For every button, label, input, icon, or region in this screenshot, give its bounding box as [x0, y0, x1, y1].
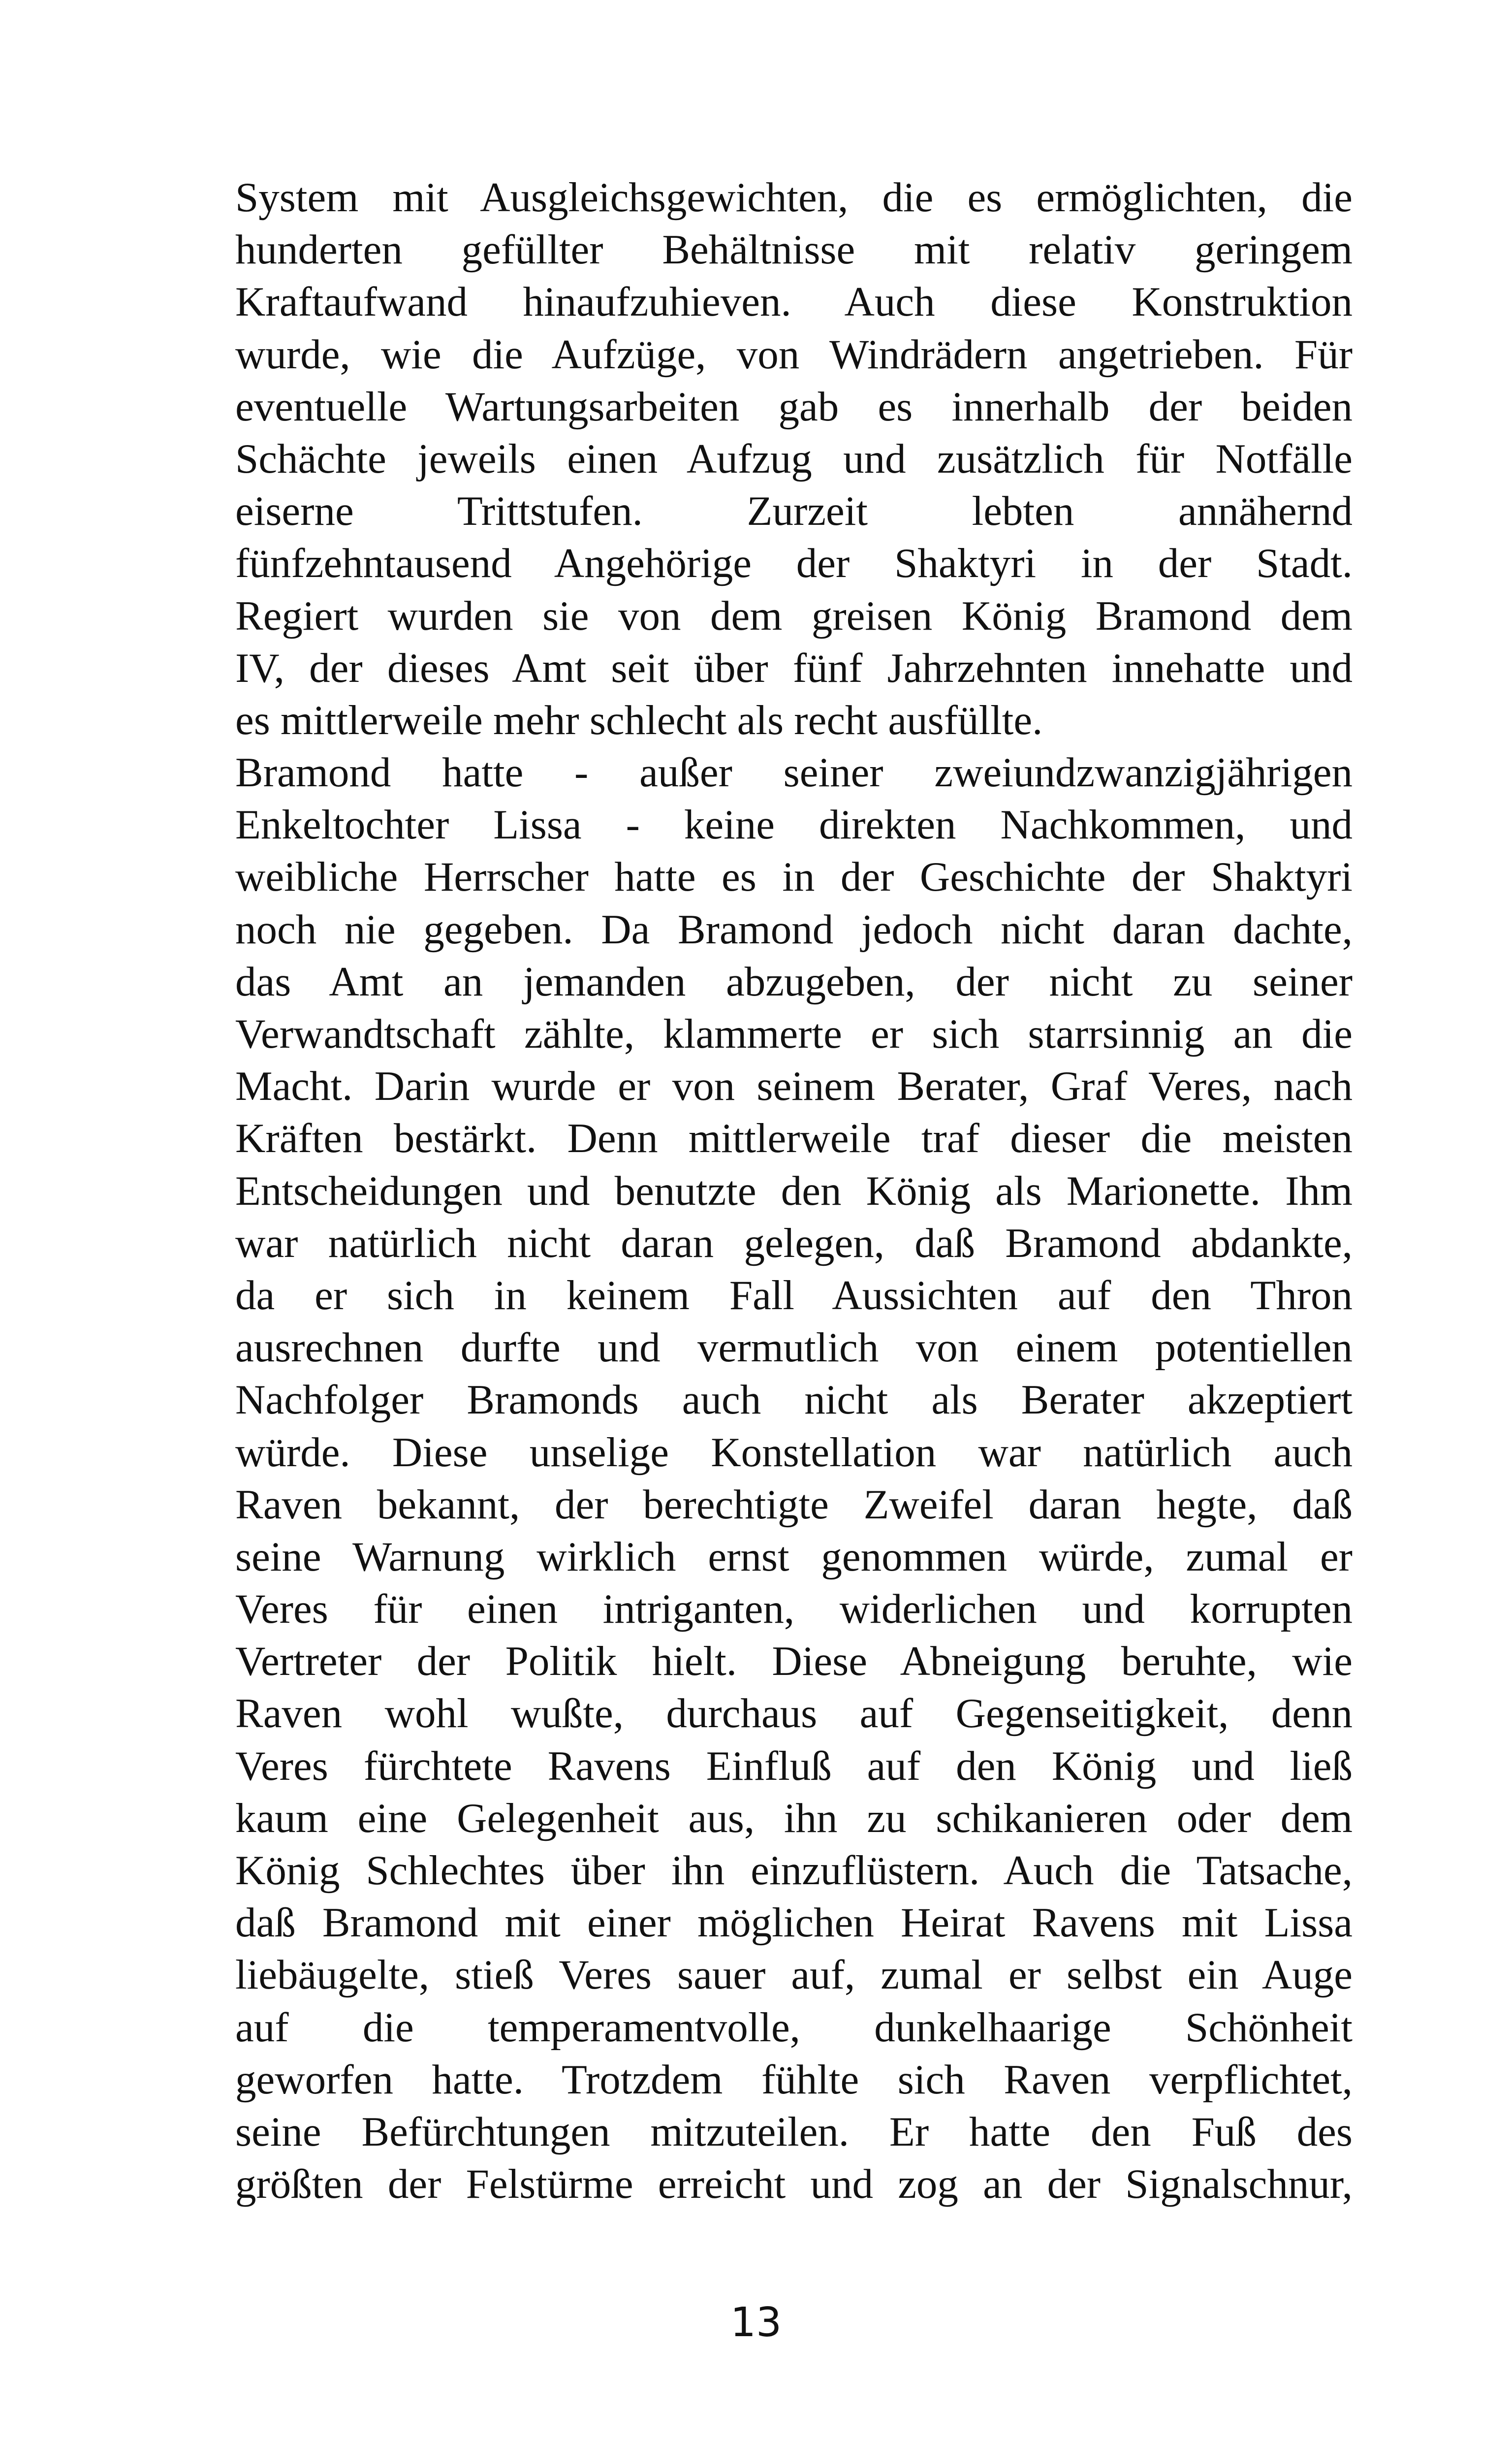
text-line: eiserne Trittstufen. Zurzeit lebten annähernd: [235, 488, 1353, 535]
text-line: Entscheidungen und benutzte den König als Marionette. Ihm: [235, 1167, 1353, 1214]
text-line: Raven wohl wußte, durchaus auf Gegenseitigkeit, denn: [235, 1690, 1353, 1737]
text-line: war natürlich nicht daran gelegen, daß Bramond abdankte,: [235, 1220, 1353, 1266]
text-line: Verwandtschaft zählte, klammerte er sich starrsinnig an die: [235, 1011, 1353, 1057]
text-line: das Amt an jemanden abzugeben, der nicht zu seiner: [235, 958, 1353, 1005]
text-line: Kraftaufwand hinaufzuhieven. Auch diese Konstruktion: [235, 279, 1353, 325]
text-line: Vertreter der Politik hielt. Diese Abneigung beruhte, wie: [235, 1638, 1353, 1685]
paragraph: [235, 171, 1353, 746]
text-line: da er sich in keinem Fall Aussichten auf den Thron: [235, 1272, 1353, 1318]
text-line: kaum eine Gelegenheit aus, ihn zu schikanieren oder dem: [235, 1795, 1353, 1841]
text-line: geworfen hatte. Trotzdem fühlte sich Raven verpflichtet,: [235, 2056, 1353, 2103]
text-line: seine Befürchtungen mitzuteilen. Er hatte den Fuß des: [235, 2108, 1353, 2155]
text-line: größten der Felstürme erreicht und zog an der Signalschnur,: [235, 2161, 1353, 2208]
text-line: Macht. Darin wurde er von seinem Berater, Graf Veres, nach: [235, 1063, 1353, 1110]
text-line: IV, der dieses Amt seit über fünf Jahrzehnten innehatte und: [235, 644, 1353, 691]
text-line: Raven bekannt, der berechtigte Zweifel daran hegte, daß: [235, 1481, 1353, 1528]
text-line: Kräften bestärkt. Denn mittlerweile traf dieser die meisten: [235, 1115, 1353, 1162]
text-line: daß Bramond mit einer möglichen Heirat Ravens mit Lissa: [235, 1899, 1353, 1946]
body-text: [235, 171, 1353, 2210]
text-line: König Schlechtes über ihn einzuflüstern. Auch die Tatsache,: [235, 1847, 1353, 1894]
text-line: liebäugelte, stieß Veres sauer auf, zumal er selbst ein Auge: [235, 1952, 1353, 1998]
text-line: Nachfolger Bramonds auch nicht als Berater akzeptiert: [235, 1377, 1353, 1423]
text-line: noch nie gegeben. Da Bramond jedoch nicht daran dachte,: [235, 906, 1353, 953]
text-line: es mittlerweile mehr schlecht als recht ausfüllte.: [235, 697, 1043, 743]
text-line: seine Warnung wirklich ernst genommen würde, zumal er: [235, 1533, 1353, 1580]
text-line: Enkeltochter Lissa - keine direkten Nachkommen, und: [235, 802, 1353, 848]
text-line: Bramond hatte - außer seiner zweiundzwanzigjährigen: [235, 749, 1353, 796]
paragraph: [235, 746, 1353, 2210]
text-line: Veres für einen intriganten, widerlichen und korrupten: [235, 1586, 1353, 1633]
text-line: hunderten gefüllter Behältnisse mit relativ geringem: [235, 226, 1353, 273]
text-line: wurde, wie die Aufzüge, von Windrädern angetrieben. Für: [235, 331, 1353, 378]
text-line: System mit Ausgleichsgewichten, die es ermöglichten, die: [235, 174, 1353, 221]
text-line: Regiert wurden sie von dem greisen König Bramond dem: [235, 592, 1353, 639]
text-line: Veres fürchtete Ravens Einfluß auf den König und ließ: [235, 1742, 1353, 1789]
page-number: 13: [730, 2299, 782, 2346]
text-line: ausrechnen durfte und vermutlich von einem potentiellen: [235, 1324, 1353, 1371]
text-line: Schächte jeweils einen Aufzug und zusätzlich für Notfälle: [235, 435, 1353, 482]
text-line: fünfzehntausend Angehörige der Shaktyri in der Stadt.: [235, 540, 1353, 587]
text-line: auf die temperamentvolle, dunkelhaarige Schönheit: [235, 2004, 1353, 2051]
text-line: eventuelle Wartungsarbeiten gab es innerhalb der beiden: [235, 383, 1353, 430]
text-line: weibliche Herrscher hatte es in der Geschichte der Shaktyri: [235, 854, 1353, 900]
text-line: würde. Diese unselige Konstellation war natürlich auch: [235, 1429, 1353, 1476]
